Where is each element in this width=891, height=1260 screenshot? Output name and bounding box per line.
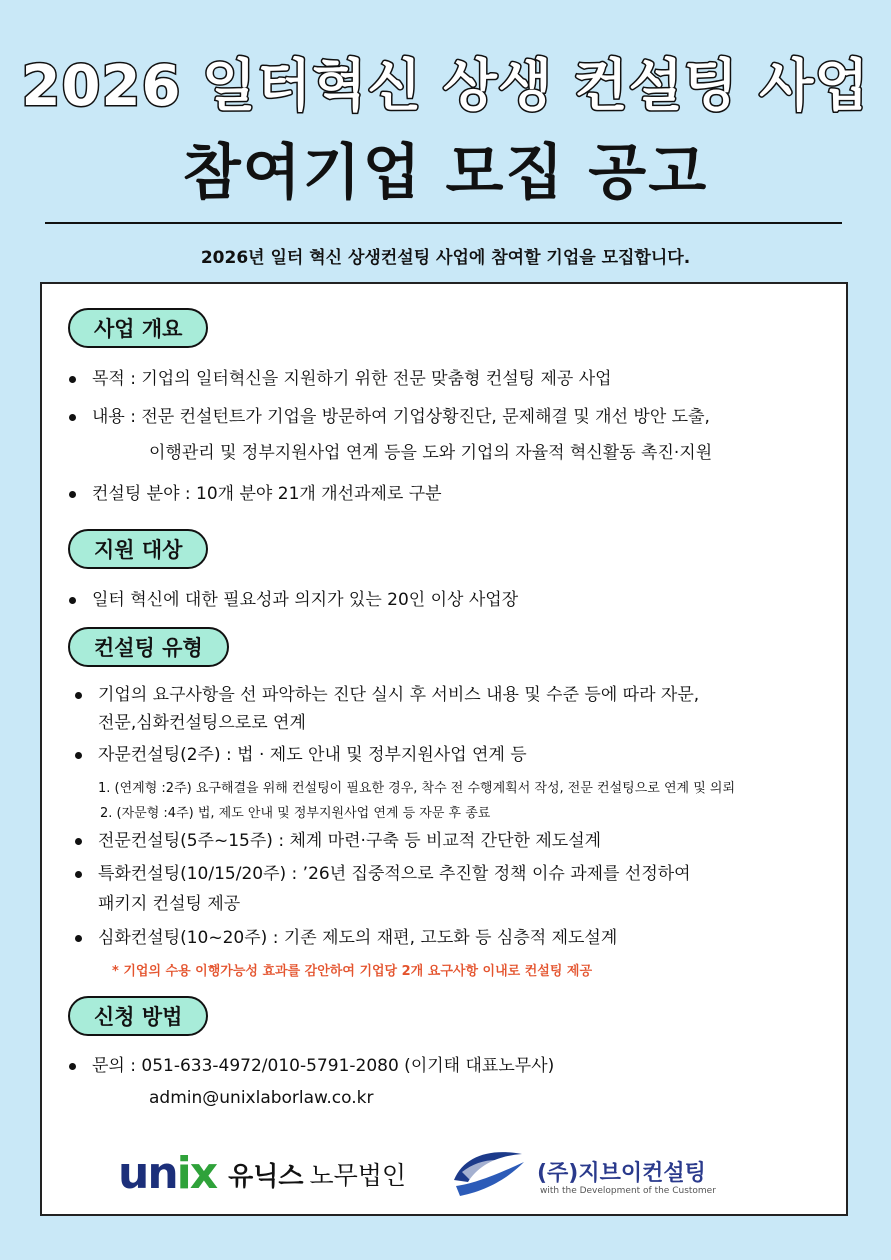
unix-korean-suffix: 노무법인 — [309, 1161, 407, 1190]
gv-consulting-logo — [450, 1146, 790, 1202]
gv-consulting-slogan: with the Development of the Customer — [540, 1186, 716, 1196]
apply-contact: 문의 : 051-633-4972/010-5791-2080 (이기태 대표노무사) — [92, 1056, 555, 1076]
section-heading-apply: 신청 방법 — [68, 996, 208, 1036]
gv-consulting-name: (주)지브이컨설팅 — [537, 1161, 706, 1186]
section-heading-overview: 사업 개요 — [68, 308, 208, 348]
title-line-1: 2026 일터혁신 상생 컨설팅 사업 — [21, 54, 870, 119]
unix-wordmark: unix — [118, 1148, 217, 1199]
types-item-5: 심화컨설팅(10~20주) : 기존 제도의 재편, 고도화 등 심층적 제도설계 — [98, 928, 618, 948]
types-item-4-line-1: 특화컨설팅(10/15/20주) : ’26년 집중적으로 추진할 정책 이슈 과제를 선정하여 — [98, 864, 691, 884]
intro-text: 2026년 일터 혁신 상생컨설팅 사업에 참여할 기업을 모집합니다. — [200, 248, 691, 268]
section-heading-types: 컨설팅 유형 — [68, 627, 229, 667]
overview-purpose: 목적 : 기업의 일터혁신을 지원하기 위한 전문 맞춤형 컨설팅 제공 사업 — [92, 369, 612, 389]
divider — [45, 222, 842, 224]
overview-field: 컨설팅 분야 : 10개 분야 21개 개선과제로 구분 — [92, 484, 442, 504]
unix-logo — [118, 1148, 407, 1199]
types-sub-2: 2. (자문형 :4주) 법, 제도 안내 및 정부지원사업 연계 등 자문 후 종료 — [100, 806, 491, 821]
target-item: 일터 혁신에 대한 필요성과 의지가 있는 20인 이상 사업장 — [92, 590, 519, 610]
unix-korean-name: 유닉스 — [228, 1161, 304, 1192]
content-panel — [40, 282, 848, 1216]
overview-content-2: 이행관리 및 정부지원사업 연계 등을 도와 기업의 자율적 혁신활동 촉진·지원 — [149, 443, 713, 463]
apply-email: admin@unixlaborlaw.co.kr — [149, 1088, 374, 1108]
types-item-3: 전문컨설팅(5주~15주) : 체계 마련·구축 등 비교적 간단한 제도설계 — [98, 831, 602, 851]
types-item-2: 자문컨설팅(2주) : 법 · 제도 안내 및 정부지원사업 연계 등 — [98, 745, 527, 765]
types-note: * 기업의 수용 이행가능성 효과를 감안하여 기업당 2개 요구사항 이내로 컨설팅 제공 — [112, 964, 593, 979]
types-item-1-line-1: 기업의 요구사항을 선 파악하는 진단 실시 후 서비스 내용 및 수준 등에 따라 자문, — [98, 685, 700, 705]
types-item-4-line-2: 패키지 컨설팅 제공 — [98, 894, 241, 914]
types-sub-1: 1. (연계형 :2주) 요구해결을 위해 컨설팅이 필요한 경우, 착수 전 수행계획서 작성, 전문 컨설팅으로 연계 및 의뢰 — [98, 781, 736, 796]
section-heading-target: 지원 대상 — [68, 529, 208, 569]
types-item-1-line-2: 전문,심화컨설팅으로로 연계 — [98, 713, 306, 733]
title-line-2: 참여기업 모집 공고 — [182, 138, 709, 208]
gv-swoosh-icon — [450, 1146, 530, 1202]
overview-content-1: 내용 : 전문 컨설턴트가 기업을 방문하여 기업상황진단, 문제해결 및 개선 방안 도출, — [92, 407, 710, 427]
